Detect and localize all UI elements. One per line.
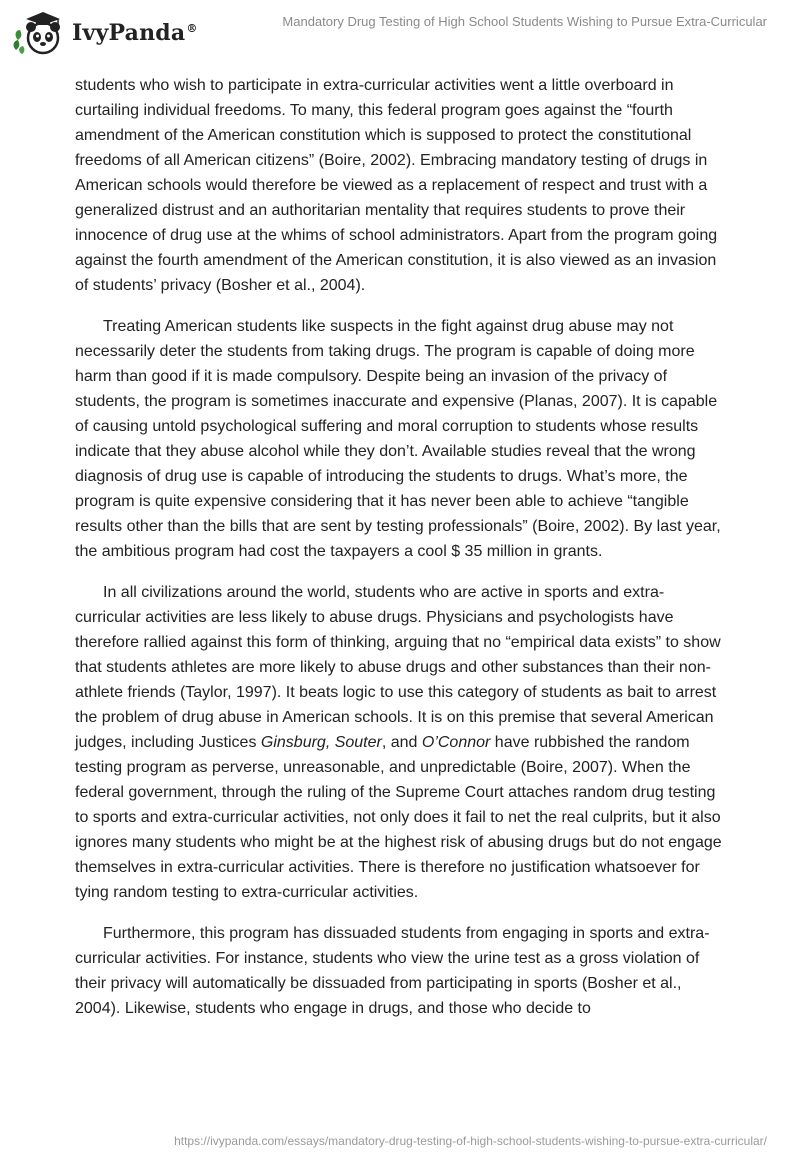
source-url-link[interactable]: https://ivypanda.com/essays/mandatory-drug-testing-of-high-school-students-wishing-to-pursue-extra-curricular/ <box>174 1134 767 1148</box>
paragraph: students who wish to participate in extra-curricular activities went a little overboard in curtailing individual freedoms. To many, this federal program goes against the “fourth amendment of the American constitution which is supposed to protect the constitutional freedoms of all American citizens” (Boire, 2002). Embracing mandatory testing of drugs in American schools would therefore be viewed as a replacement of respect and trust with a generalized distrust and an authoritarian mentality that requires students to prove their innocence of drug use at the whims of school administrators. Apart from the program going against the fourth amendment of the American constitution, it is also viewed as an invasion of students’ privacy (Bosher et al., 2004). <box>75 77 718 294</box>
paragraph: In all civilizations around the world, students who are active in sports and extra-curricular activities are less likely to abuse drugs. Physicians and psychologists have therefore rallied against this form of thinking, arguing that no “empirical data exists” to show that students athletes are more likely to abuse drugs and other substances than their non-athlete friends (Taylor, 1997). It beats logic to use this category of students as bait to arrest the problem of drug abuse in American schools. It is on this premise that several American judges, including Justices Ginsburg, Souter, and O’Connor have rubbished the random testing program as perverse, unreasonable, and unpredictable (Boire, 2007). When the federal government, through the ruling of the Supreme Court attaches random drug testing to sports and extra-curricular activities, not only does it fail to net the real culprits, but it also ignores many students who might be at the highest risk of abusing drugs but do not engage themselves in extra-curricular activities. There is therefore no justification whatsoever for tying random testing to extra-curricular activities. <box>75 584 722 901</box>
ivypanda-logo[interactable] <box>12 10 198 56</box>
document-title: Mandatory Drug Testing of High School Students Wishing to Pursue Extra-Curricular <box>282 14 767 29</box>
essay-body <box>75 73 725 1037</box>
justice-name: O’Connor <box>421 734 491 751</box>
justices-names: Ginsburg, Souter <box>260 734 382 751</box>
paragraph: Treating American students like suspects in the fight against drug abuse may not necessarily deter the students from taking drugs. The program is capable of doing more harm than good if it is made compulsory. Despite being an invasion of the privacy of students, the program is sometimes inaccurate and expensive (Planas, 2007). It is capable of causing untold psychological suffering and moral corruption to students whose results indicate that they abuse alcohol while they don’t. Available studies reveal that the wrong diagnosis of drug use is capable of introducing the students to drugs. What’s more, the program is quite expensive considering that it has never been able to achieve “tangible results other than the bills that are sent by testing professionals” (Boire, 2002). By last year, the ambitious program had cost the taxpayers a cool $ 35 million in grants. <box>75 318 721 560</box>
panda-graduate-icon <box>12 10 68 56</box>
brand-name: IvyPanda® <box>72 20 198 46</box>
paragraph: Furthermore, this program has dissuaded students from engaging in sports and extra-curricular activities. For instance, students who view the urine test as a gross violation of their privacy will automatically be dissuaded from participating in sports (Bosher et al., 2004). Likewise, students who engage in drugs, and those who decide to <box>75 925 710 1017</box>
page-header <box>0 0 800 66</box>
